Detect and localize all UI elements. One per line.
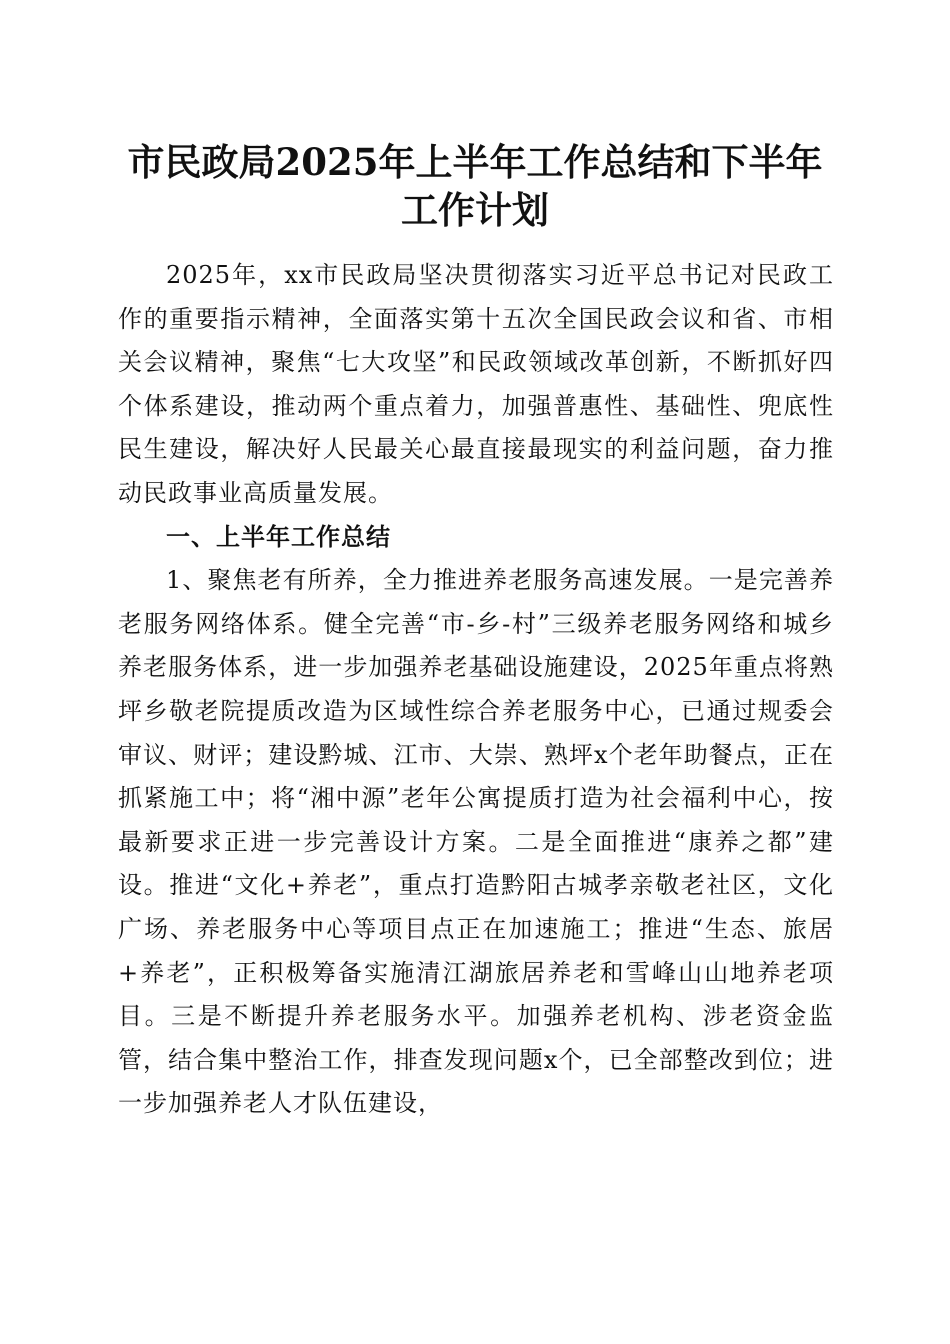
section-paragraph: 1、聚焦老有所养，全力推进养老服务高速发展。一是完善养老服务网络体系。健全完善“市-乡-村”三级养老服务网络和城乡养老服务体系，进一步加强养老基础设施建设，2025年重点将熟坪乡敬老院提质改造为区域性综合养老服务中心，已通过规委会审议、财评；建设黔城、江市、大崇、熟坪x个老年助餐点，正在抓紧施工中；将“湘中源”老年公寓提质打造为社会福利中心，按最新要求正进一步完善设计方案。二是全面推进“康养之都”建设。推进“文化+养老”，重点打造黔阳古城孝亲敬老社区，文化广场、养老服务中心等项目点正在加速施工；推进“生态、旅居+养老”，正积极筹备实施清江湖旅居养老和雪峰山山地养老项目。三是不断提升养老服务水平。加强养老机构、涉老资金监管，结合集中整治工作，排查发现问题x个，已全部整改到位；进一步加强养老人才队伍建设， — [118, 566, 834, 1118]
intro-paragraph: 2025年，xx市民政局坚决贯彻落实习近平总书记对民政工作的重要指示精神，全面落实第十五次全国民政会议和省、市相关会议精神，聚焦“七大攻坚”和民政领域改革创新，不断抓好四个体系建设，推动两个重点着力，加强普惠性、基础性、兜底性民生建设，解决好人民最关心最直接最现实的利益问题，奋力推动民政事业高质量发展。 — [118, 261, 834, 507]
document-title: 市民政局2025年上半年工作总结和下半年工作计划 — [127, 140, 823, 232]
document-body — [118, 254, 834, 1126]
section-heading: 一、上半年工作总结 — [166, 522, 391, 551]
